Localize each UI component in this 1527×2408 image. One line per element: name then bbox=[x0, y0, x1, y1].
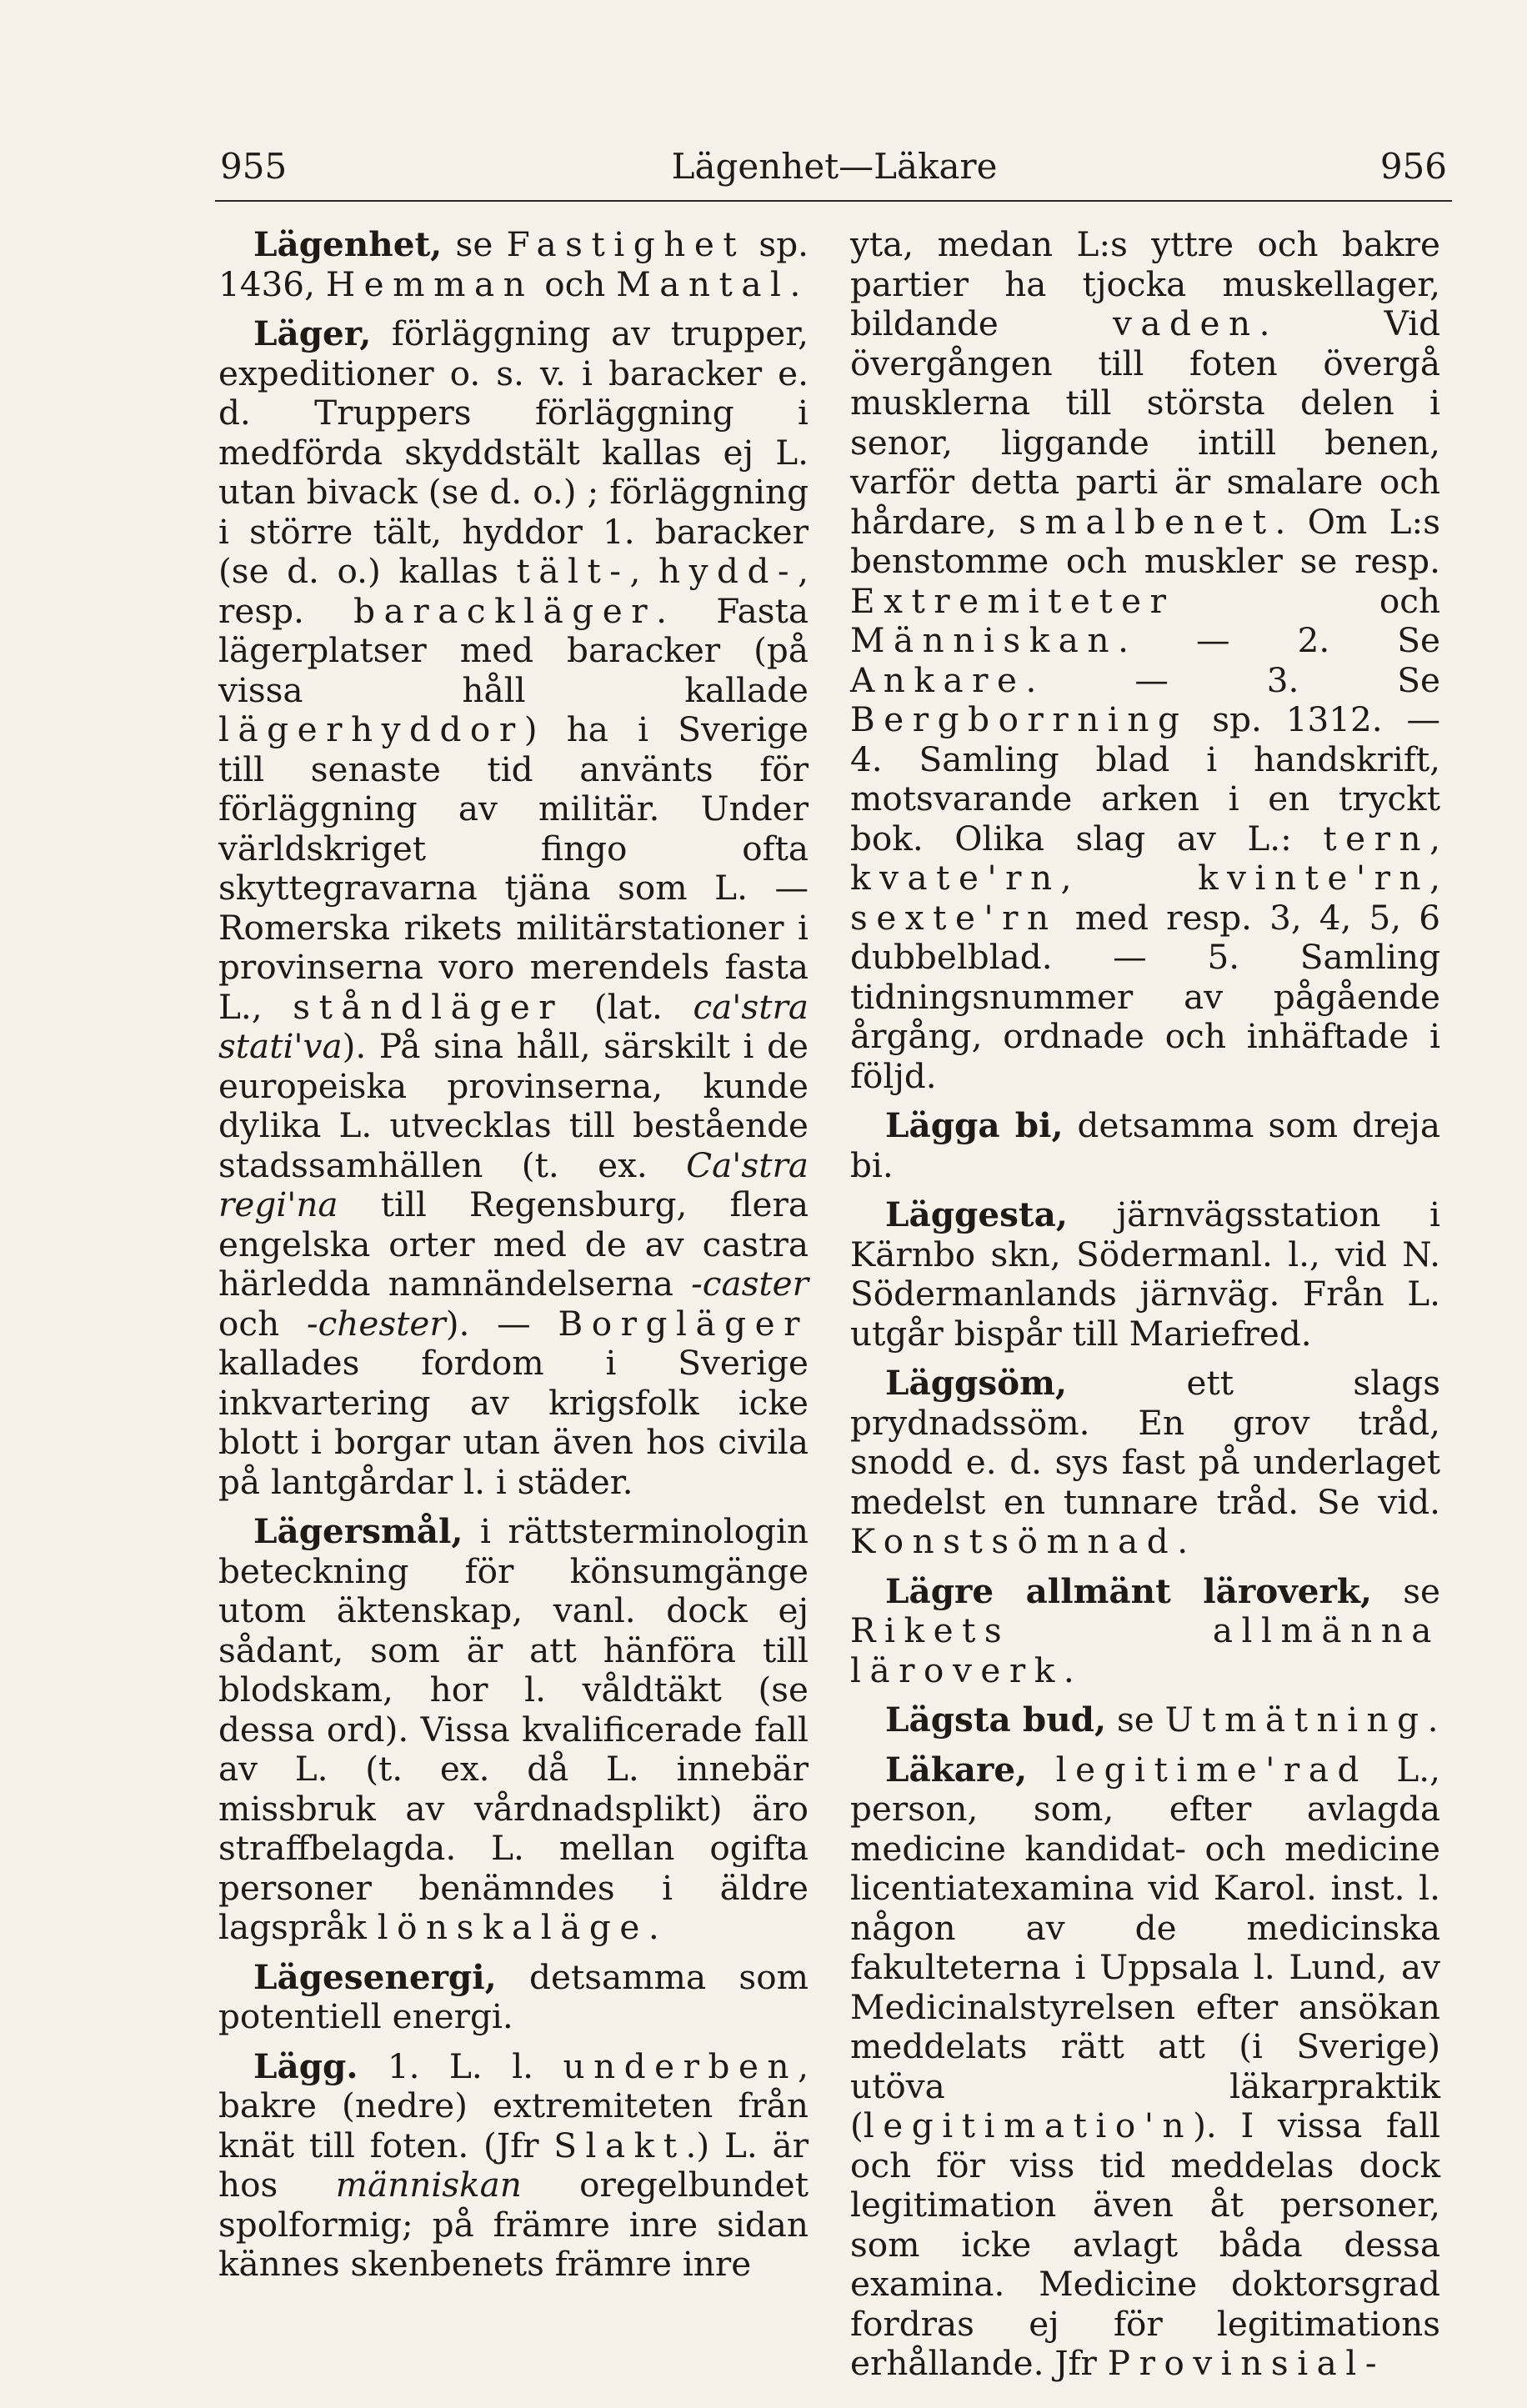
text-run: . bbox=[1177, 1521, 1189, 1561]
entry-text bbox=[850, 1572, 1440, 1691]
headword: Läggsöm, bbox=[885, 1363, 1068, 1403]
entry-laggesta bbox=[850, 1195, 1440, 1354]
cross-reference: Fastighet bbox=[506, 224, 746, 264]
headword: Lägsta bud, bbox=[885, 1700, 1107, 1740]
entry-continuation bbox=[850, 225, 1440, 1096]
text-run: , bakre (nedre) extremiteten från knät till foten. (Jfr bbox=[218, 2045, 809, 2165]
entry-lagenhet bbox=[218, 225, 809, 304]
entry-text bbox=[218, 2047, 809, 2285]
text-run: . — 3. Se bbox=[1025, 659, 1440, 700]
text-run: oregelbundet spolformig; på främre inre sidan kännes skenbenets främre inre bbox=[218, 2165, 809, 2284]
cross-reference: Bergborrning bbox=[850, 699, 1189, 739]
running-title: Lägenhet—Läkare bbox=[671, 146, 998, 187]
entry-text bbox=[850, 1364, 1440, 1562]
page-number-right: 956 bbox=[1379, 146, 1447, 187]
text-run: . bbox=[648, 1907, 659, 1947]
cross-reference: barackläger bbox=[353, 590, 657, 631]
headword: Läggesta, bbox=[885, 1194, 1068, 1234]
text-run: L., person, som, efter avlagda medicine kandidat- och medicine licentiatexamina vid Karol. inst. l. någon av de medicinska fakulteterna i Uppsala l. Lund, av Medicinalstyrelsen efter ansökan meddelats rätt att (i Sverige) utöva läkarpraktik ( bbox=[850, 1749, 1440, 2145]
headword: Lägg. bbox=[253, 2045, 358, 2086]
cross-reference: hydd- bbox=[658, 551, 799, 591]
cross-reference: Borgläger bbox=[558, 1303, 809, 1344]
cross-reference: tern bbox=[1323, 818, 1430, 859]
entry-lagsta-bud bbox=[850, 1700, 1440, 1740]
entry-lakare bbox=[850, 1750, 1440, 2384]
text-run: se bbox=[1106, 1700, 1165, 1740]
text-run: . — 2. Se bbox=[1118, 620, 1440, 660]
cross-reference: Hemman bbox=[325, 263, 534, 304]
text-run bbox=[1027, 1750, 1055, 1790]
entry-text bbox=[218, 225, 809, 304]
cross-reference: Slakt bbox=[553, 2125, 686, 2165]
italic-term: -chester bbox=[306, 1303, 446, 1344]
text-run: kallades fordom i Sverige inkvartering av krigsfolk icke blott i borgar utan även hos civila på lantgårdar l. i städer. bbox=[218, 1343, 809, 1502]
text-run: , bbox=[1429, 858, 1440, 898]
text-run: i rättsterminologin beteckning för könsumgänge utom äktenskap, vanl. dock ej sådant, som är att hänföra till blodskam, hor l. våldtäkt (se dessa ord). Vissa kvalificerade fall av L. (t. ex. då L. innebär missbruk av vårdnadsplikt) äro straffbelagda. L. mellan ogifta personer benämndes i äldre lagspråk bbox=[218, 1511, 809, 1947]
entry-lagga-bi bbox=[850, 1106, 1440, 1185]
entry-laggsom bbox=[850, 1364, 1440, 1562]
cross-reference: smalbenet bbox=[1019, 501, 1275, 542]
text-run: förläggning av trupper, expeditioner o. s. v. i baracker e. d. Truppers förläggning i medförda skyddstält kallas ej L. utan bivack (se d. o.) ; förläggning i större tält, hyddor 1. baracker (se d. o.) kallas bbox=[218, 313, 809, 591]
headword: Lägersmål, bbox=[253, 1511, 463, 1551]
cross-reference: Extremiteter bbox=[850, 580, 1175, 621]
text-run: . Fasta lägerplatser med baracker (på vissa håll kallade bbox=[218, 590, 809, 710]
cross-reference: lönskaläge bbox=[377, 1907, 648, 1947]
entry-lagersmal bbox=[218, 1512, 809, 1948]
text-run: , bbox=[629, 551, 658, 591]
text-run: sp. 1436, bbox=[218, 224, 809, 304]
text-run: och bbox=[1174, 580, 1440, 621]
cross-reference: legitimatio'n bbox=[863, 2105, 1194, 2145]
text-run: med resp. 3, 4, 5, 6 dubbelblad. — 5. Samling tidningsnummer av pågående årgång, ordnade och inhäftade i följd. bbox=[850, 897, 1440, 1096]
cross-reference: Människan bbox=[850, 620, 1119, 660]
entry-text bbox=[850, 1700, 1440, 1740]
text-run: yta, medan L:s yttre och bakre partier ha tjocka muskellager, bildande bbox=[850, 224, 1440, 343]
cross-reference: underben bbox=[563, 2045, 799, 2086]
text-run: sp. 1312. — 4. Samling blad i handskrift, motsvarande arken i en tryckt bok. Olika slag av L.: bbox=[850, 699, 1440, 859]
entry-text bbox=[218, 1958, 809, 2037]
cross-reference: Utmätning bbox=[1164, 1700, 1428, 1740]
cross-reference: legitime'rad bbox=[1055, 1749, 1368, 1790]
cross-reference: kvinte'rn bbox=[1198, 858, 1430, 898]
text-run: .) L. är hos bbox=[218, 2125, 809, 2205]
entry-lagg bbox=[218, 2047, 809, 2285]
entry-text bbox=[850, 225, 1440, 1096]
entry-lagre-allmant-laroverk bbox=[850, 1572, 1440, 1691]
headword: Lägga bi, bbox=[885, 1105, 1064, 1145]
text-run: ). — bbox=[445, 1303, 558, 1344]
headword: Lägre allmänt läroverk, bbox=[885, 1570, 1373, 1611]
cross-reference: sexte'rn bbox=[850, 897, 1058, 938]
text-run: se bbox=[442, 224, 507, 264]
cross-reference: Mantal bbox=[616, 263, 790, 304]
text-run: (lat. bbox=[563, 986, 693, 1027]
text-run: till Regensburg, flera engelska orter med de av castra härledda namnändelserna bbox=[218, 1184, 809, 1304]
headword: Lägesenergi, bbox=[253, 1956, 497, 1997]
italic-term: Ca'stra regi'na bbox=[218, 1144, 809, 1224]
cross-reference: Ankare bbox=[850, 659, 1026, 700]
cross-reference: kvate'rn bbox=[850, 858, 1061, 898]
running-header bbox=[218, 140, 1450, 193]
text-run: 1. L. l. bbox=[358, 2045, 563, 2086]
entry-lagesenergi bbox=[218, 1958, 809, 2037]
entry-text bbox=[850, 1195, 1440, 1354]
page-number-left: 955 bbox=[220, 146, 288, 187]
cross-reference: Rikets allmänna läroverk bbox=[850, 1610, 1440, 1690]
text-run: ). I vissa fall och för viss tid meddelas dock legitimation även åt personer, som icke avlagt båda dessa examina. Medicine doktorsgrad fordras ej för legitimations erhållande. Jfr bbox=[850, 2105, 1440, 2383]
entry-text bbox=[218, 314, 809, 1502]
cross-reference: Konstsömnad bbox=[850, 1521, 1178, 1561]
text-run: , resp. bbox=[218, 551, 809, 631]
italic-term: -caster bbox=[691, 1264, 809, 1304]
header-rule bbox=[215, 200, 1452, 202]
headword: Läger, bbox=[253, 313, 372, 353]
italic-term: människan bbox=[335, 2165, 522, 2205]
entry-text bbox=[218, 1512, 809, 1948]
text-run: se bbox=[1372, 1570, 1440, 1611]
text-run: ). På sina håll, särskilt i de europeiska provinserna, kunde dylika L. utvecklas till bestående stadssamhällen (t. ex. bbox=[218, 1026, 809, 1185]
entry-lager bbox=[218, 314, 809, 1502]
italic-term: ca'stra stati'va bbox=[218, 986, 809, 1066]
text-run: järnvägsstation i Kärnbo skn, Södermanl. l., vid N. Södermanlands järnväg. Från L. utgår bispår till Mariefred. bbox=[850, 1194, 1440, 1354]
left-column bbox=[218, 225, 809, 2285]
cross-reference: vaden bbox=[1112, 303, 1259, 343]
cross-reference: ståndläger bbox=[293, 986, 564, 1027]
text-run: . bbox=[789, 263, 801, 304]
text-run: . bbox=[1427, 1700, 1439, 1740]
text-run: ) ha i Sverige till senaste tid använts för förläggning av militär. Under världskriget fingo ofta skyttegravarna tjäna som L. — Romerska rikets militärstationer i provinserna voro merendels fasta L., bbox=[218, 709, 809, 1027]
entry-text bbox=[850, 1106, 1440, 1185]
text-run: och bbox=[533, 263, 617, 304]
cross-reference: Provinsial- bbox=[1107, 2343, 1386, 2383]
text-run: ett slags prydnadssöm. En grov tråd, snodd e. d. sys fast på underlaget medelst en tunnare tråd. Se vid. bbox=[850, 1363, 1440, 1522]
headword: Lägenhet, bbox=[253, 224, 443, 264]
headword: Läkare, bbox=[885, 1749, 1028, 1790]
text-run: detsamma som potentiell energi. bbox=[218, 1956, 809, 2036]
text-run: . Om L:s benstomme och muskler se resp. bbox=[850, 501, 1440, 581]
text-run: . Vid övergången till foten övergå musklerna till största delen i senor, liggande intill benen, varför detta parti är smalare och hårdare, bbox=[850, 303, 1440, 542]
text-run: . bbox=[1063, 1650, 1074, 1690]
cross-reference: tält- bbox=[516, 551, 630, 591]
text-run: , bbox=[1429, 818, 1440, 859]
text-run: detsamma som dreja bi. bbox=[850, 1105, 1440, 1185]
text-run: , bbox=[1060, 858, 1199, 898]
right-column bbox=[850, 225, 1440, 2384]
cross-reference: lägerhyddor bbox=[218, 709, 524, 749]
entry-text bbox=[850, 1750, 1440, 2384]
text-run: och bbox=[218, 1303, 307, 1344]
